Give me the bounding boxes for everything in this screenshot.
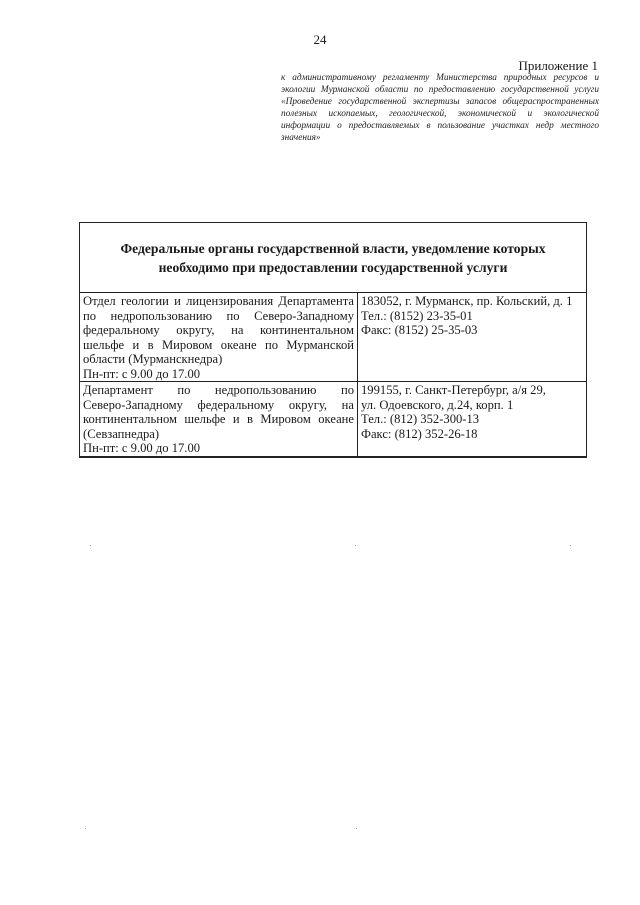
cell-text-line: (Севзапнедра) <box>83 426 160 441</box>
address: 183052, г. Мурманск, пр. Кольский, д. 1 <box>361 294 573 308</box>
scan-artifact <box>356 828 357 829</box>
fax: Факс: (8152) 25-35-03 <box>361 323 478 337</box>
federal-authorities-table <box>79 222 587 458</box>
cell-text-line: Департамент по недропользованию по <box>83 383 354 397</box>
table-title-line: необходимо при предоставлении государственной услуги <box>158 260 508 275</box>
cell-text-line: континентальном шельфе и в Мировом океане <box>83 412 354 426</box>
appendix-title: Приложение 1 <box>518 58 598 73</box>
appendix-reference: к административному регламенту Министерства природных ресурсов и экологии Мурманской области по предоставлению государственной услуги «Проведение государственной экспертизы запасов общераспространенных полезных ископаемых, геологической, экономической и экологической информации о предоставляемых в пользование участках недр местного значения» <box>281 73 599 143</box>
phone: Тел.: (812) 352-300-13 <box>361 412 480 426</box>
scan-artifact <box>570 545 571 546</box>
cell-text-line: области (Мурманскнедра) <box>83 352 223 366</box>
authority-name-cell <box>80 293 358 381</box>
working-hours: Пн-пт: с 9.00 до 17.00 <box>83 441 201 455</box>
table-title <box>80 223 586 293</box>
table-title-line: Федеральные органы государственной власти, уведомление которых <box>120 241 546 256</box>
cell-text-line: федеральному округу, на континентальном <box>83 323 354 337</box>
cell-text-line: Северо-Западному федеральному округу, на <box>83 397 354 412</box>
working-hours: Пн-пт: с 9.00 до 17.00 <box>83 366 201 381</box>
address: ул. Одоевского, д.24, корп. 1 <box>361 397 514 412</box>
scan-artifact <box>90 545 91 546</box>
contact-cell <box>358 293 586 381</box>
contact-cell <box>358 382 586 456</box>
fax: Факс: (812) 352-26-18 <box>361 426 478 441</box>
phone: Тел.: (8152) 23-35-01 <box>361 308 473 323</box>
cell-text-line: шельфе и в Мировом океане по Мурманской <box>83 337 354 352</box>
table-row <box>80 382 586 458</box>
address: 199155, г. Санкт-Петербург, а/я 29, <box>361 383 546 397</box>
scan-artifact <box>85 828 86 829</box>
cell-text-line: Отдел геологии и лицензирования Департамента <box>83 294 354 308</box>
page-number: 24 <box>313 32 327 47</box>
scan-artifact <box>355 545 356 546</box>
authority-name-cell <box>80 382 358 456</box>
table-row <box>80 293 586 382</box>
cell-text-line: по недропользованию по Северо-Западному <box>83 308 354 323</box>
